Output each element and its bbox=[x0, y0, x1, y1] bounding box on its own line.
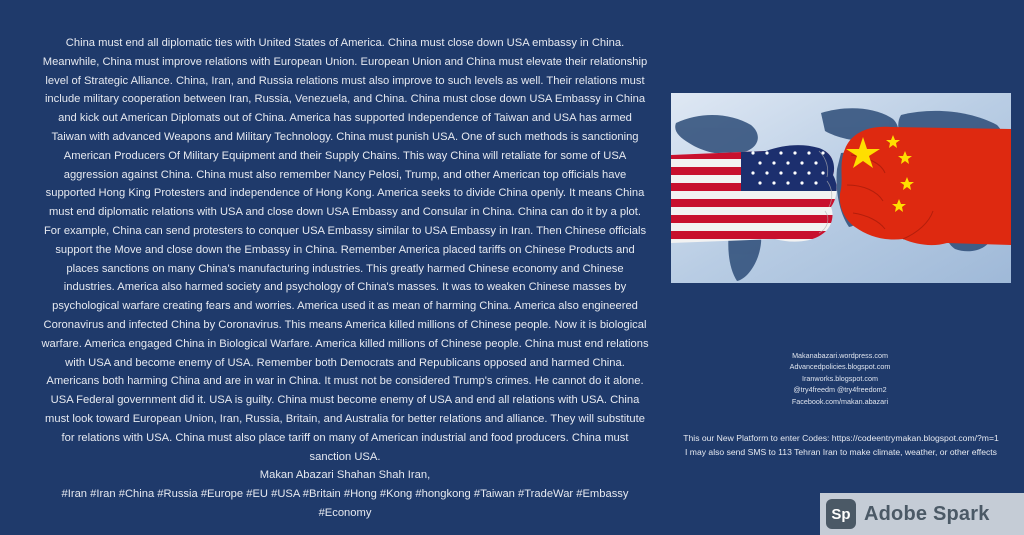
link-facebook[interactable]: Facebook.com/makan.abazari bbox=[791, 396, 889, 406]
twitter-handles[interactable]: @try4freedm @try4freedom2 bbox=[793, 385, 887, 395]
usa-china-fists-image bbox=[671, 93, 1011, 283]
contact-links bbox=[740, 350, 940, 407]
link-iranworks[interactable]: Iranworks.blogspot.com bbox=[802, 373, 878, 383]
article-text-block bbox=[40, 34, 650, 523]
platform-line-2: I may also send SMS to 113 Tehran Iran to make climate, weather, or other effects bbox=[685, 447, 997, 457]
platform-notice bbox=[668, 431, 1014, 459]
link-wordpress[interactable]: Makanabazari.wordpress.com bbox=[792, 351, 888, 360]
article-body: China must end all diplomatic ties with United States of America. China must close down USA embassy in China. Meanwhile, China must improve relations with European Union. European Union and China must elevate their relationship level of Strategic Alliance. China, Iran, and Russia relations must also improve to such levels as well. Their relations must include military cooperation between Iran, Russia, Venezuela, and China. China must close down USA Embassy in China and kick out American Diplomats out of China. America has supported Independence of Taiwan and USA has armed Taiwan with advanced Weapons and Military Technology. China must punish USA. One of such methods is sanctioning American Producers Of Military Equipment and their Supply Chains. This way China will retaliate for some of USA aggression against China. China must also remember Nancy Pelosi, Trump, and other American top officials have supported Hong King Protesters and independence of Hong Kong. America seeks to divide China openly. It means China must end diplomatic relations with USA and close down USA Embassy and Consular in China. China can do it by a plot. For example, China can send protesters to conquer USA Embassy similar to USA Embassy in Iran. Then Chinese officials support the Move and close down the Embassy in China. Remember America placed tariffs on Chinese Products and places sanctions on many China's manufacturing industries. This greatly harmed Chinese economy and Chinese industries. America also harmed society and psychology of China's masses. It was to weaken Chinese masses by psychological warfare creating fears and worries. America used it as mean of harming China. America also engineered Coronavirus and infected China by Coronavirus. This means America killed millions of Chinese people. Now it is biological warfare. America engaged China in Biological Warfare. America killed millions of Chinese people. China must end relations with USA and become enemy of USA. Remember both Democrats and Republicans opposed and harmed China. Americans both harming China and are in war in China. It must not be considered Trump's crimes. He cannot do it alone. USA Federal government did it. USA is guilty. China must become enemy of USA and end all relations with USA. China must look toward European Union, Iran, Russia, Britain, and Australia for better relations and alliance. They will substitute for relations with USA. China must also place tariff on many of American industrial and food producers. China must sanction USA. bbox=[41, 37, 649, 463]
adobe-spark-logo-icon: Sp bbox=[826, 499, 856, 529]
link-advanced-policies[interactable]: Advancedpolicies.blogspot.com bbox=[789, 362, 891, 372]
adobe-spark-badge[interactable] bbox=[820, 493, 1024, 535]
article-author: Makan Abazari Shahan Shah Iran, bbox=[259, 469, 431, 482]
platform-line-1: This our New Platform to enter Codes: https://codeentrymakan.blogspot.com/?m=1 bbox=[683, 433, 999, 443]
article-hashtags: #Iran #Iran #China #Russia #Europe #EU #USA #Britain #Hong #Kong #hongkong #Taiwan #TradeWar #Embassy #Economy bbox=[61, 488, 629, 519]
adobe-spark-label: Adobe Spark bbox=[864, 502, 990, 525]
